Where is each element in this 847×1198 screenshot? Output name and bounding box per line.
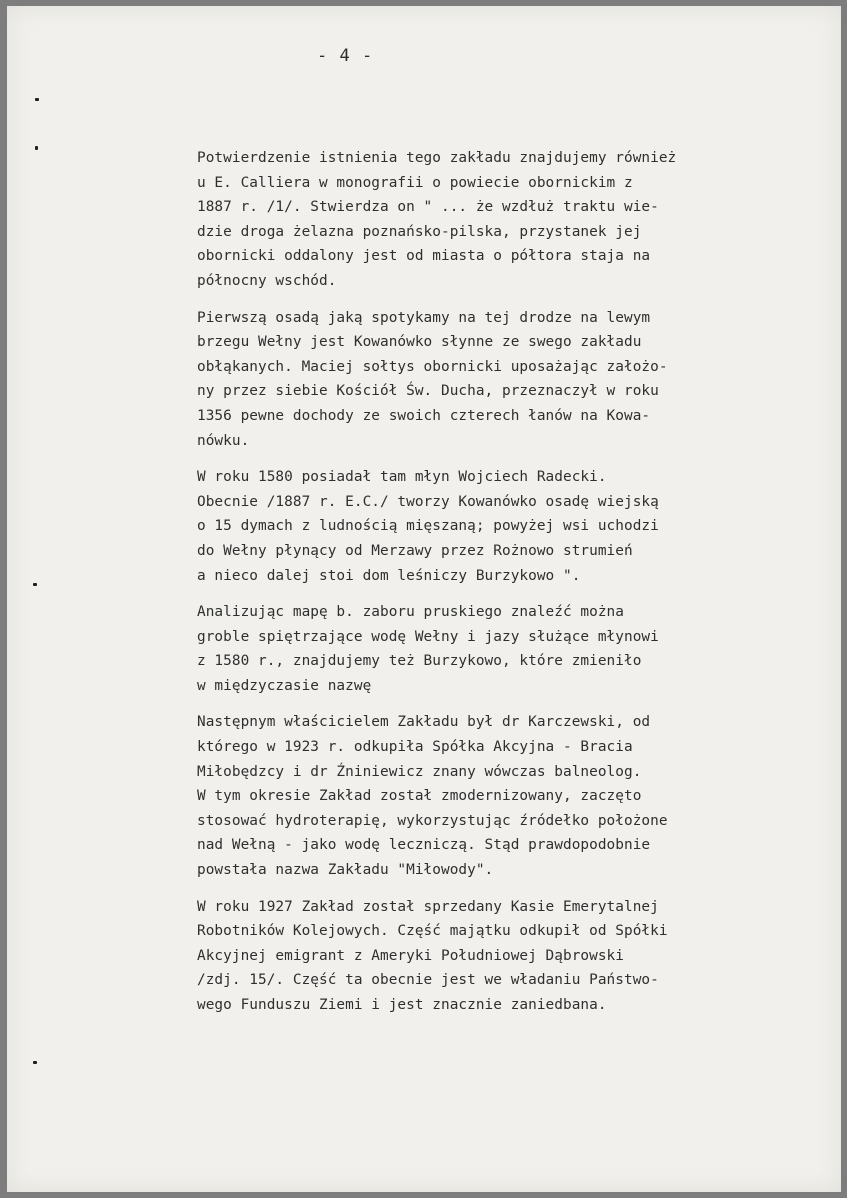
text-line: brzegu Wełny jest Kowanówko słynne ze swego zakładu [197,334,642,351]
document-body [197,146,797,1030]
punch-mark-1 [35,98,39,101]
text-line: północny wschód. [197,272,337,289]
paragraph-6 [197,895,797,1018]
paragraph-1 [197,146,797,294]
text-line: Następnym właścicielem Zakładu był dr Karczewski, od [197,714,651,731]
text-line: Robotników Kolejowych. Część majątku odkupił od Spółki [197,923,668,940]
paragraph-2 [197,306,797,454]
text-line: ny przez siebie Kościół Św. Ducha, przeznaczył w roku [197,383,659,400]
text-line: W roku 1580 posiadał tam młyn Wojciech Radecki. [197,469,607,486]
text-line: W roku 1927 Zakład został sprzedany Kasie Emerytalnej [197,898,659,915]
text-line: Miłobędzcy i dr Źniniewicz znany wówczas balneolog. [197,763,642,780]
paragraph-4 [197,600,797,698]
text-line: 1887 r. /1/. Stwierdza on " ... że wzdłuż traktu wie- [197,199,659,216]
text-line: Obecnie /1887 r. E.C./ tworzy Kowanówko osadę wiejską [197,493,659,510]
punch-mark-2 [35,146,38,150]
text-line: Pierwszą osadą jaką spotykamy na tej drodze na lewym [197,309,651,326]
text-line: wego Funduszu Ziemi i jest znacznie zaniedbana. [197,997,607,1013]
paragraph-3 [197,465,797,588]
punch-mark-3 [33,583,37,586]
page-number: - 4 - [317,46,374,66]
text-line: dzie droga żelazna poznańsko-pilska, przystanek jej [197,223,642,240]
text-line: obornicki oddalony jest od miasta o półtora staja na [197,248,651,265]
text-line: Potwierdzenie istnienia tego zakładu znajdujemy również [197,150,677,166]
text-line: 1356 pewne dochody ze swoich czterech łanów na Kowa- [197,407,651,424]
text-line: a nieco dalej stoi dom leśniczy Burzykowo ". [197,567,581,584]
document-page [7,6,841,1192]
text-line: powstała nazwa Zakładu "Miłowody". [197,862,494,879]
text-line: nówku. [197,432,250,449]
paragraph-5 [197,710,797,882]
text-line: którego w 1923 r. odkupiła Spółka Akcyjna - Bracia [197,739,633,756]
text-line: z 1580 r., znajdujemy też Burzykowo, które zmieniło [197,653,642,670]
text-line: W tym okresie Zakład został zmodernizowany, zaczęto [197,788,642,805]
text-line: do Wełny płynący od Merzawy przez Rożnowo strumień [197,542,633,559]
text-line: groble spiętrzające wodę Wełny i jazy służące młynowi [197,628,659,645]
punch-mark-4 [33,1061,37,1064]
text-line: obłąkanych. Maciej sołtys obornicki uposażając założo- [197,358,668,375]
text-line: Akcyjnej emigrant z Ameryki Południowej Dąbrowski [197,947,624,964]
text-line: w międzyczasie nazwę [197,677,372,694]
text-line: u E. Calliera w monografii o powiecie obornickim z [197,174,633,191]
text-line: stosować hydroterapię, wykorzystując źródełko położone [197,812,668,829]
text-line: /zdj. 15/. Część ta obecnie jest we władaniu Państwo- [197,972,659,989]
text-line: o 15 dymach z ludnością mięszaną; powyżej wsi uchodzi [197,518,659,535]
text-line: nad Wełną - jako wodę leczniczą. Stąd prawdopodobnie [197,837,651,854]
text-line: Analizując mapę b. zaboru pruskiego znaleźć można [197,604,624,621]
